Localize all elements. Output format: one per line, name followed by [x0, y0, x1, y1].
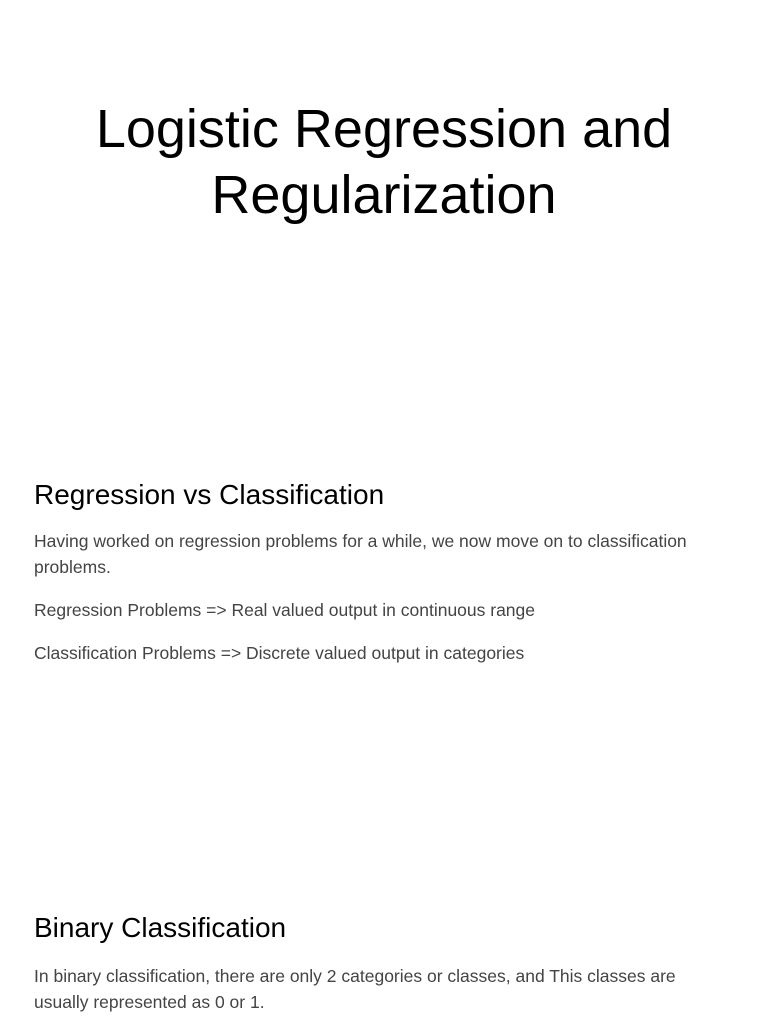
slide-paragraph: Classification Problems => Discrete valued output in categories — [34, 643, 525, 663]
slide-heading: Regression vs Classification — [34, 479, 385, 510]
title-slide — [0, 96, 768, 228]
slide-binary-classification — [0, 911, 768, 1015]
slide-regression-vs-classification — [0, 478, 768, 666]
document-title — [0, 96, 768, 228]
title-line-2: Regularization — [211, 165, 557, 225]
slide-heading: Binary Classification — [34, 912, 287, 943]
slide-paragraph: In binary classification, there are only 2 categories or classes, and This classes are usually represented as 0 or 1. — [34, 966, 676, 1012]
title-line-1: Logistic Regression and — [95, 99, 673, 159]
slide-paragraph: Having worked on regression problems for a while, we now move on to classification problems. — [34, 531, 687, 577]
slide-paragraph: Regression Problems => Real valued output in continuous range — [34, 600, 536, 620]
